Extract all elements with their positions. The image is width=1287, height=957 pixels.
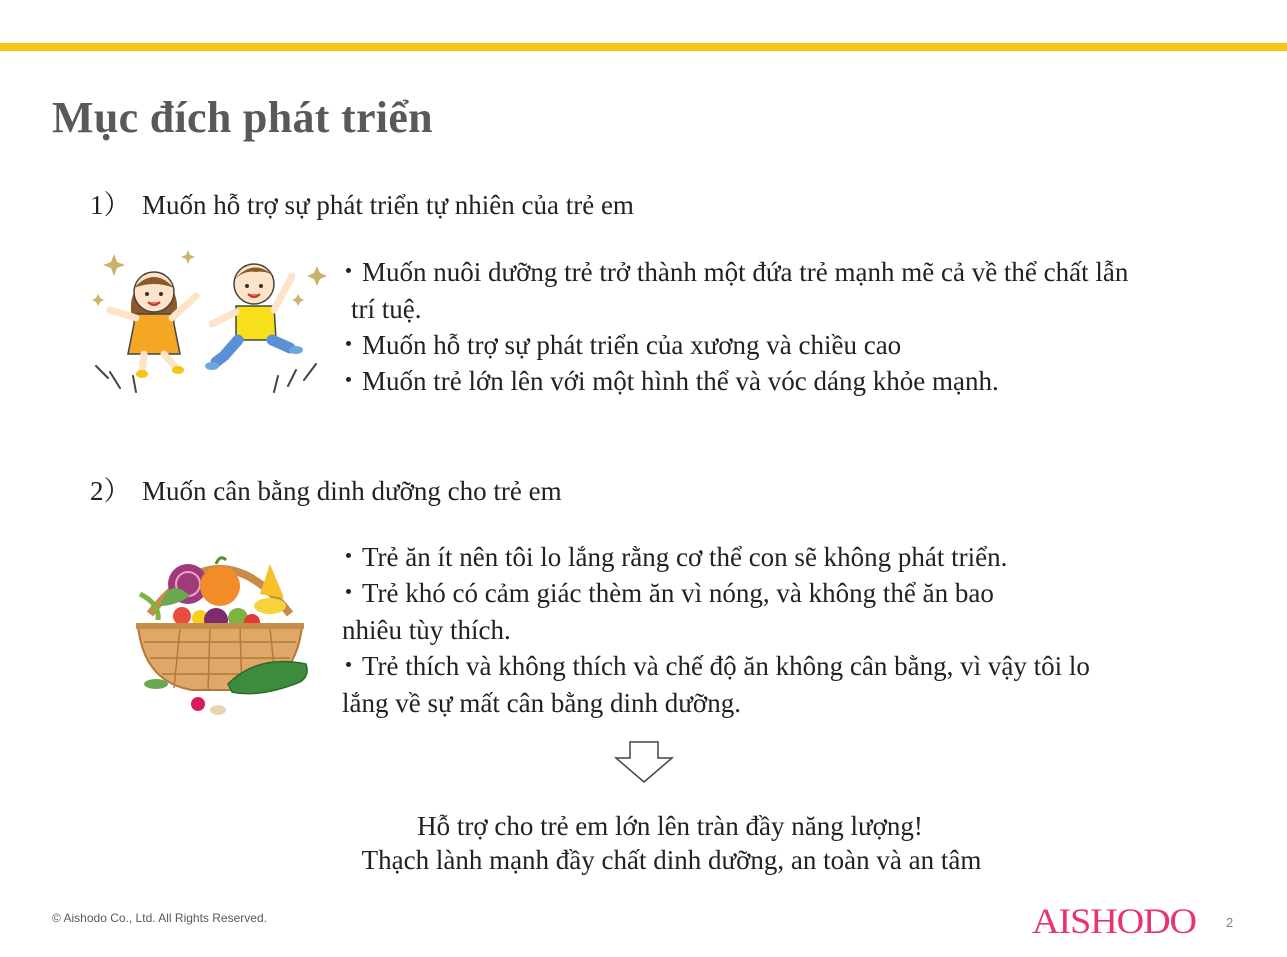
conclusion <box>0 809 1287 877</box>
section-2-bullet-2: ・Trẻ khó có cảm giác thèm ăn vì nóng, và không thể ăn bao <box>335 578 994 608</box>
conclusion-line-1: Hỗ trợ cho trẻ em lớn lên tràn đầy năng lượng! <box>417 811 923 841</box>
section-1-number: 1） <box>90 190 131 220</box>
section-1-heading-text: Muốn hỗ trợ sự phát triển tự nhiên của trẻ em <box>142 190 634 220</box>
down-arrow-icon <box>612 740 676 784</box>
section-2-bullet-3: ・Trẻ thích và không thích và chế độ ăn không cân bằng, vì vậy tôi lo <box>335 651 1090 681</box>
section-1-bullet-3: ・Muốn trẻ lớn lên với một hình thể và vóc dáng khỏe mạnh. <box>335 366 999 396</box>
page-number: 2 <box>1226 915 1234 930</box>
top-accent-bar <box>0 43 1287 51</box>
children-jumping-icon <box>88 236 333 406</box>
section-2-number: 2） <box>90 476 131 506</box>
section-2-bullet-3-continued: lắng về sự mất cân bằng dinh dưỡng. <box>342 688 741 718</box>
section-1-bullet-1: ・Muốn nuôi dưỡng trẻ trở thành một đứa trẻ mạnh mẽ cả về thể chất lẫn <box>335 257 1129 287</box>
section-2-bullet-1: ・Trẻ ăn ít nên tôi lo lắng rằng cơ thể con sẽ không phát triển. <box>335 542 1008 572</box>
section-1-bullets <box>335 254 1128 399</box>
footer-copyright: © Aishodo Co., Ltd. All Rights Reserved. <box>52 911 267 925</box>
section-2-heading <box>90 469 562 508</box>
section-2-bullet-2-continued: nhiêu tùy thích. <box>342 615 511 645</box>
section-2-heading-text: Muốn cân bằng dinh dưỡng cho trẻ em <box>142 476 562 506</box>
svg-text:AISHODO: AISHODO <box>1032 901 1197 941</box>
section-1-heading <box>90 183 634 222</box>
conclusion-line-2: Thạch lành mạnh đầy chất dinh dưỡng, an toàn và an tâm <box>361 845 982 875</box>
aishodo-logo <box>1032 899 1200 941</box>
section-2-bullets <box>335 539 1090 721</box>
vegetable-basket-icon <box>120 534 320 724</box>
section-1-bullet-2: ・Muốn hỗ trợ sự phát triển của xương và chiều cao <box>335 330 902 360</box>
section-1-bullet-1-continued: trí tuệ. <box>351 294 422 324</box>
page-title: Mục đích phát triển <box>52 93 433 142</box>
